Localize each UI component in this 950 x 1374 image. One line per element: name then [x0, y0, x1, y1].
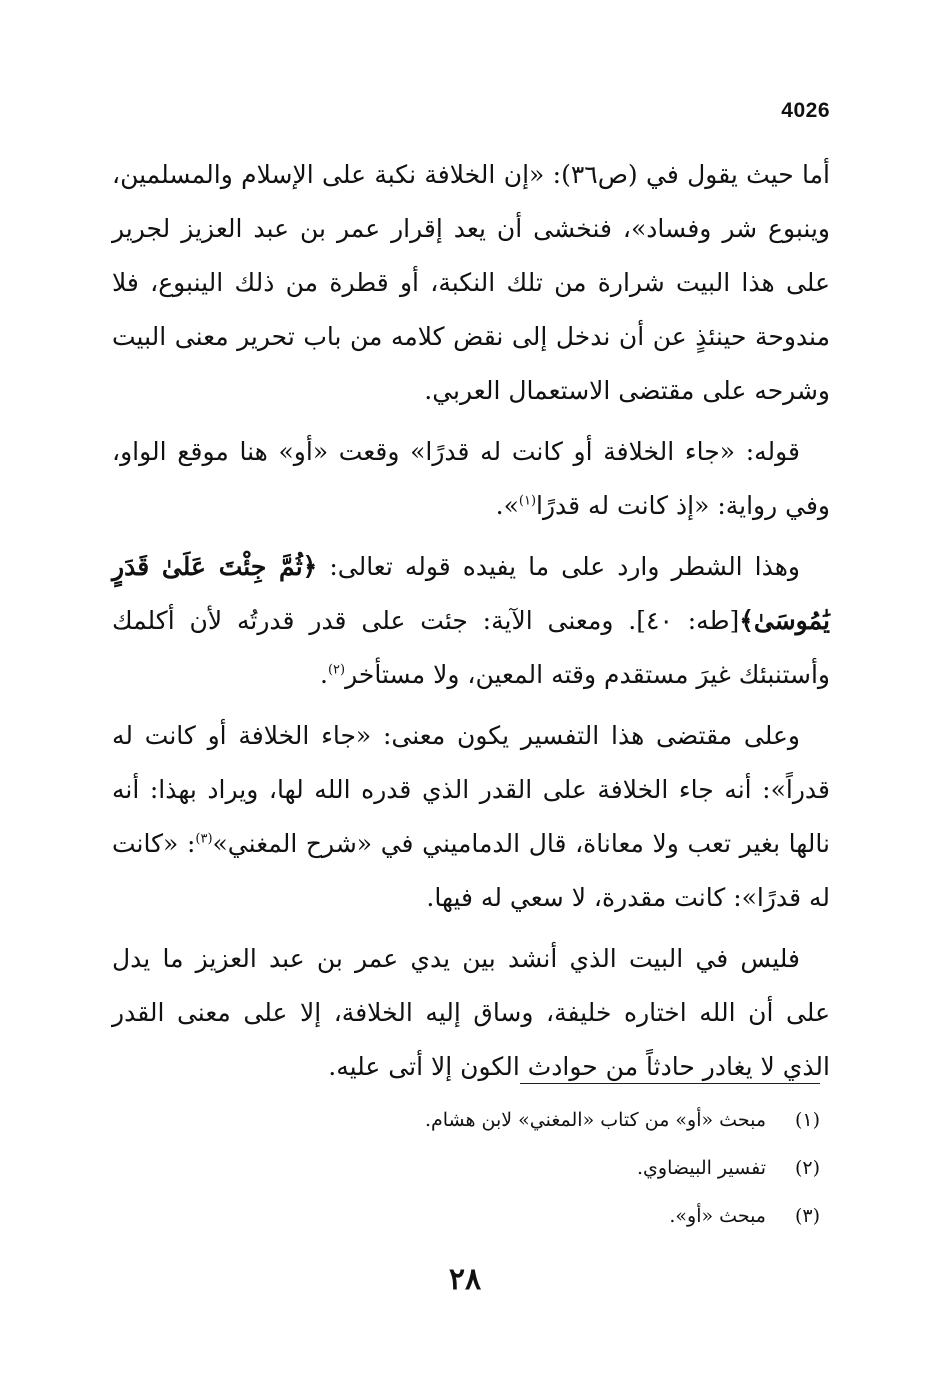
paragraph-4: [112, 709, 830, 925]
footnote-2: [300, 1149, 820, 1197]
footnote-ref-3: (٣): [195, 831, 213, 847]
footnote-separator: [520, 1083, 820, 1084]
page-code: 4026: [781, 99, 830, 122]
paragraph-3-text-2: [طه: ٤٠]. ومعنى الآية: جئت على قدر قدرتُه لأن أكلمك وأستنبئك غيرَ مستقدم وقته المعين، ولا مستأخر: [112, 606, 830, 689]
footnote-1: [300, 1101, 820, 1149]
paragraph-2-tail: ».: [495, 491, 519, 520]
paragraph-1: [112, 148, 830, 418]
footnote-text: مبحث «أو».: [669, 1205, 766, 1227]
paragraph-4-text: وعلى مقتضى هذا التفسير يكون معنى: «جاء الخلافة أو كانت له قدراً»: أنه جاء الخلافة على القدر الذي قدره الله لها، ويراد بهذا: أنه نالها بغير تعب ولا معاناة، قال الدماميني في «شرح المغني»: [112, 721, 830, 858]
page-number: ٢٨: [448, 1262, 482, 1297]
footnote-text: مبحث «أو» من كتاب «المغني» لابن هشام.: [424, 1109, 766, 1131]
paragraph-3: [112, 540, 830, 702]
paragraph-1-text: أما حيث يقول في (ص٣٦): «إن الخلافة نكبة على الإسلام والمسلمين، وينبوع شر وفساد»، فنخشى أن يعد إقرار عمر بن عبد العزيز لجرير على هذا البيت شرارة من تلك النكبة، أو قطرة من ذلك الينبوع، فلا مندوحة حينئذٍ عن أن ندخل إلى نقض كلامه من باب تحرير معنى البيت وشرحه على مقتضى الاستعمال العربي.: [112, 160, 830, 405]
main-text: [112, 148, 830, 1101]
paragraph-2-text: قوله: «جاء الخلافة أو كانت له قدرًا» وقعت «أو» هنا موقع الواو، وفي رواية: «إذ كانت له قدرًا: [112, 437, 830, 520]
footnote-3: [300, 1197, 820, 1245]
paragraph-4-tail: : «كانت له قدرًا»: كانت مقدرة، لا سعي له فيها.: [112, 829, 830, 912]
footnote-ref-2: (٢): [327, 662, 346, 678]
footnote-number: (٣): [794, 1205, 820, 1227]
paragraph-5-text: فليس في البيت الذي أنشد بين يدي عمر بن عبد العزيز ما يدل على أن الله اختاره خليفة، وساق إليه الخلافة، إلا على معنى القدر الذي لا يغادر حادثاً من حوادث الكون إلا أتى عليه.: [112, 944, 830, 1081]
quran-verse: ﴿ثُمَّ جِئْتَ عَلَىٰ قَدَرٍ يَٰمُوسَىٰ﴾: [112, 552, 830, 635]
paragraph-3-tail: .: [319, 660, 328, 689]
footnotes: [300, 1101, 820, 1245]
paragraph-2: [112, 425, 830, 533]
paragraph-5: [112, 932, 830, 1094]
footnote-ref-1: (١): [518, 493, 537, 509]
footnote-number: (٢): [794, 1157, 820, 1179]
paragraph-3-text: وهذا الشطر وارد على ما يفيده قوله تعالى:: [317, 552, 800, 581]
footnote-number: (١): [794, 1109, 820, 1131]
footnote-text: تفسير البيضاوي.: [637, 1157, 766, 1179]
